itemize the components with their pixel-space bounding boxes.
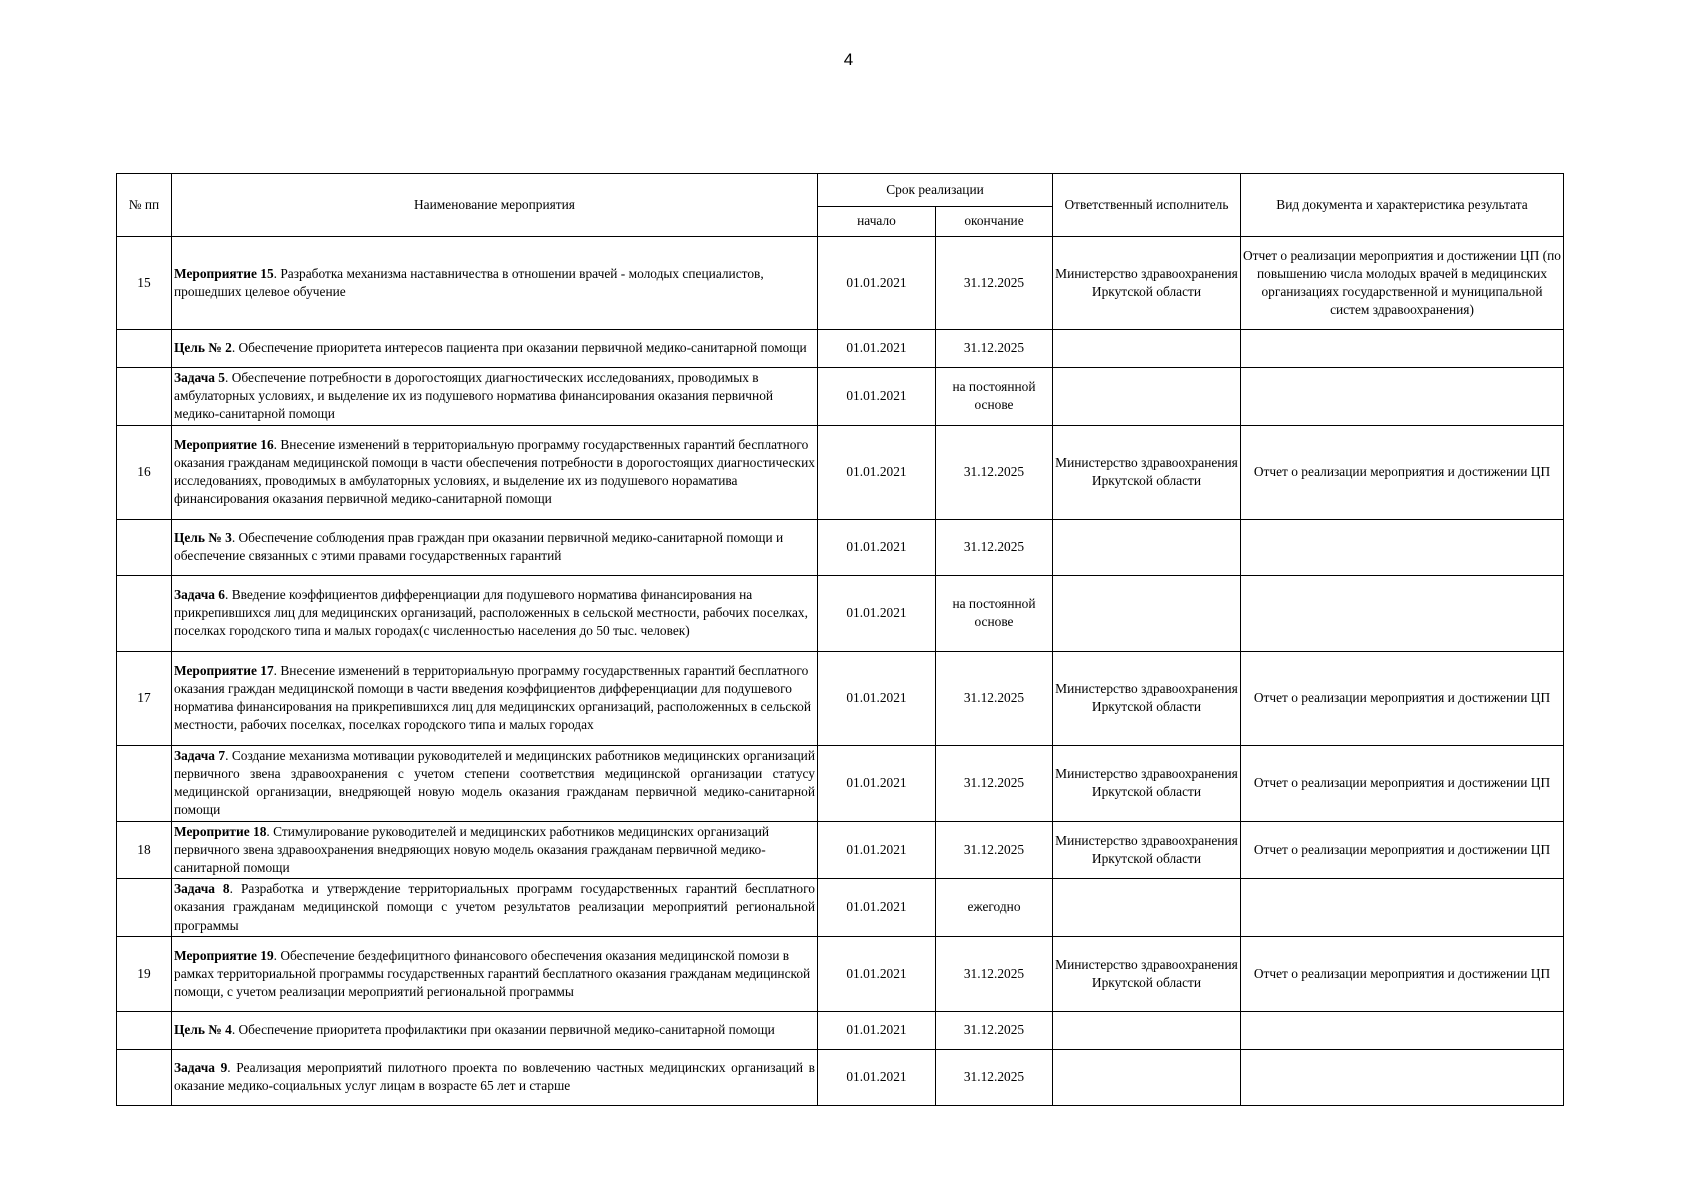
row-result: Отчет о реализации мероприятия и достижении ЦП [1241,936,1564,1011]
row-end: 31.12.2025 [936,745,1053,821]
row-num [117,745,172,821]
row-responsible: Министерство здравоохранения Иркутской области [1053,237,1241,330]
row-start: 01.01.2021 [818,745,936,821]
row-name [172,519,818,575]
row-name [172,330,818,368]
table-row [117,936,1564,1011]
row-responsible [1053,879,1241,937]
table-row [117,651,1564,745]
header-responsible: Ответственный исполнитель [1053,174,1241,237]
row-end: 31.12.2025 [936,519,1053,575]
row-name-bold: Мероприятие 15 [174,265,274,281]
row-name [172,368,818,426]
header-name: Наименование мероприятия [172,174,818,237]
row-result [1241,330,1564,368]
row-responsible [1053,330,1241,368]
table-row [117,425,1564,519]
row-result [1241,575,1564,651]
page-number: 4 [843,50,854,69]
row-result: Отчет о реализации мероприятия и достижении ЦП [1241,745,1564,821]
row-responsible: Министерство здравоохранения Иркутской области [1053,651,1241,745]
row-name-bold: Цель № 4 [174,1022,232,1038]
table-row [117,745,1564,821]
row-name-bold: Цель № 2 [174,340,232,356]
table-body [117,237,1564,1106]
row-result: Отчет о реализации мероприятия и достижении ЦП [1241,425,1564,519]
row-end: ежегодно [936,879,1053,937]
table-row [117,879,1564,937]
header-start: начало [818,207,936,237]
row-name-bold: Задача 6 [174,586,225,602]
row-name-bold: Задача 9 [174,1060,228,1076]
row-responsible [1053,1011,1241,1049]
row-start: 01.01.2021 [818,519,936,575]
row-name-bold: Цель № 3 [174,529,232,545]
row-end: 31.12.2025 [936,425,1053,519]
row-end: 31.12.2025 [936,237,1053,330]
table-row [117,368,1564,426]
row-result: Отчет о реализации мероприятия и достижении ЦП [1241,821,1564,879]
row-end: 31.12.2025 [936,1011,1053,1049]
row-name-text: . Введение коэффициентов дифференциации для подушевого норматива финансирования на прикрепившихся лиц для медицинских организаций, расположенных в сельской местности, рабочих поселках, поселках городского типа и малых городах(с численностью населения до 50 тыс. человек) [174,586,808,639]
row-name [172,651,818,745]
row-name-text: . Стимулирование руководителей и медицинских работников медицинских организаций первичного звена здравоохранения внедряющих новую модель оказания гражданам первичной медико-санитарной помощи [174,823,770,875]
row-num [117,330,172,368]
row-name-bold: Мероприятие 19 [174,947,274,963]
row-start: 01.01.2021 [818,330,936,368]
row-responsible [1053,368,1241,426]
table-row [117,519,1564,575]
row-result [1241,519,1564,575]
row-num [117,368,172,426]
row-name-text: . Обеспечение бездефицитного финансового обеспечения оказания медицинской помози в рамках территориальной программы государственных гарантий бесплатного оказания гражданам медицинской помощи, с учетом реализации мероприятий региональной программы [174,947,811,999]
row-end: на постоянной основе [936,368,1053,426]
row-responsible [1053,575,1241,651]
table-row [117,1011,1564,1049]
table-row [117,1049,1564,1105]
row-name [172,879,818,937]
header-result: Вид документа и характеристика результата [1241,174,1564,237]
row-responsible: Министерство здравоохранения Иркутской области [1053,821,1241,879]
row-name-bold: Задача 7 [174,747,226,763]
row-start: 01.01.2021 [818,575,936,651]
row-responsible: Министерство здравоохранения Иркутской области [1053,425,1241,519]
row-name [172,575,818,651]
row-end: 31.12.2025 [936,821,1053,879]
row-responsible [1053,519,1241,575]
row-start: 01.01.2021 [818,237,936,330]
row-start: 01.01.2021 [818,1011,936,1049]
row-num [117,879,172,937]
row-name-text: . Обеспечение приоритета интересов пациента при оказании первичной медико-санитарной помощи [231,340,807,356]
row-num: 16 [117,425,172,519]
table-header [117,174,1564,237]
row-name-text: . Внесение изменений в территориальную программу государственных гарантий бесплатного оказания гражданам медицинской помощи в части обеспечения потребности в дорогостоящих диагностических исследованиях, проводимых в амбулаторных условиях, и выделение их из подушевого нораматива финансирования оказания первичной медико-санитарной помощи [174,436,815,507]
row-responsible [1053,1049,1241,1105]
row-num: 17 [117,651,172,745]
row-num: 18 [117,821,172,879]
row-name-text: . Обеспечение соблюдения прав граждан при оказании первичной медико-санитарной помощи и обеспечение связанных с этими правами государственных гарантий [174,529,784,564]
row-start: 01.01.2021 [818,425,936,519]
row-name-text: . Разработка механизма наставничества в отношении врачей - молодых специалистов, прошедших целевое обучение [174,265,764,299]
row-end: 31.12.2025 [936,651,1053,745]
row-num [117,575,172,651]
header-end: окончание [936,207,1053,237]
row-name-text: . Создание механизма мотивации руководителей и медицинских работников медицинских организаций первичного звена здравоохранения с учетом степени соответствия медицинской организации статусу медицинской организации, внедряющей новую модель оказания гражданам первичной медико-санитарной помощи [174,747,815,818]
row-start: 01.01.2021 [818,821,936,879]
row-name [172,1011,818,1049]
row-start: 01.01.2021 [818,651,936,745]
row-name-text: . Внесение изменений в территориальную программу государственных гарантий бесплатного оказания граждан медицинской помощи в части введения коэффициентов дифференциации для подушевого норматива финансирования на прикрепившихся лиц для медицинских организаций, расположенных в сельской местности, рабочих поселках, поселках городского типа и малых городах [174,662,812,733]
row-name-bold: Мероприятие 16 [174,436,274,452]
row-num: 15 [117,237,172,330]
row-result [1241,879,1564,937]
row-end: 31.12.2025 [936,330,1053,368]
row-name-bold: Мероприятие 17 [174,662,274,678]
row-name [172,745,818,821]
table-row [117,237,1564,330]
row-responsible: Министерство здравоохранения Иркутской области [1053,745,1241,821]
row-name-text: . Разработка и утверждение территориальных программ государственных гарантий бесплатного оказания гражданам медицинской помощи с учетом результатов реализации мероприятий региональной программы [174,881,815,933]
row-name-bold: Меропритие 18 [174,823,267,839]
row-name-text: . Обеспечение приоритета профилактики при оказании первичной медико-санитарной помощи [231,1022,775,1038]
row-end: 31.12.2025 [936,1049,1053,1105]
row-result [1241,1049,1564,1105]
row-start: 01.01.2021 [818,368,936,426]
row-name [172,936,818,1011]
row-num [117,1049,172,1105]
row-start: 01.01.2021 [818,1049,936,1105]
row-end: на постоянной основе [936,575,1053,651]
row-name [172,425,818,519]
table-row [117,821,1564,879]
row-end: 31.12.2025 [936,936,1053,1011]
row-result: Отчет о реализации мероприятия и достижении ЦП [1241,651,1564,745]
row-num [117,1011,172,1049]
row-responsible: Министерство здравоохранения Иркутской области [1053,936,1241,1011]
row-num [117,519,172,575]
row-start: 01.01.2021 [818,936,936,1011]
table-row [117,575,1564,651]
row-name-bold: Задача 8 [174,881,230,897]
row-name [172,237,818,330]
row-name-text: . Обеспечение потребности в дорогостоящих диагностических исследованиях, проводимых в амбулаторных условиях, и выделение их из подушевого норматива финансирования оказания первичной медико-санитарной помощи [174,370,774,422]
row-result [1241,1011,1564,1049]
activities-table [116,173,1564,1106]
row-num: 19 [117,936,172,1011]
row-name-bold: Задача 5 [174,370,225,385]
table-row [117,330,1564,368]
header-period: Срок реализации [818,174,1053,207]
row-name [172,1049,818,1105]
row-result [1241,368,1564,426]
row-name-text: . Реализация мероприятий пилотного проекта по вовлечению частных медицинских организаций в оказание медико-социальных услуг лицам в возрасте 65 лет и старше [174,1060,815,1094]
row-start: 01.01.2021 [818,879,936,937]
row-name [172,821,818,879]
row-result: Отчет о реализации мероприятия и достижении ЦП (по повышению числа молодых врачей в медицинских организациях государственной и муниципальной систем здравоохранения) [1241,237,1564,330]
header-num: № пп [117,174,172,237]
